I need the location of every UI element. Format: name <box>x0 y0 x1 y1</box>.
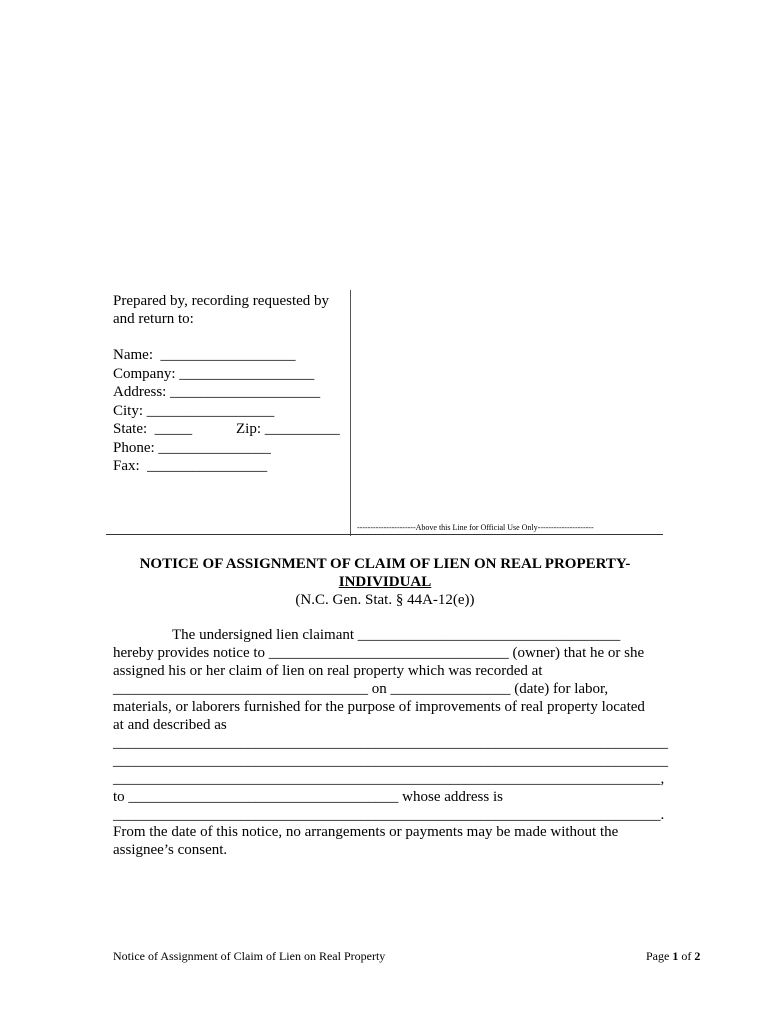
body-line-13: assignee’s consent. <box>113 842 228 858</box>
official-use-notice: ----------------------Above this Line for Official Use Only--------------------- <box>357 523 594 532</box>
return-to-label: and return to: <box>113 311 194 327</box>
assignee-address-line[interactable]: _________________________________________________________________________. <box>113 807 665 823</box>
zip-field[interactable]: Zip: __________ <box>236 421 340 437</box>
body-line-3: assigned his or her claim of lien on real property which was recorded at <box>113 663 543 679</box>
page-prefix: Page <box>646 949 673 963</box>
body-line-owner[interactable]: hereby provides notice to ________________________________ (owner) that he or she <box>113 645 645 661</box>
property-description-line-2[interactable]: __________________________________________________________________________ <box>113 753 668 769</box>
name-field[interactable]: Name: __________________ <box>113 347 296 363</box>
property-description-line-3[interactable]: _________________________________________________________________________, <box>113 771 665 787</box>
recording-divider-vertical <box>350 290 351 536</box>
statute-reference: (N.C. Gen. Stat. § 44A-12(e)) <box>295 592 475 608</box>
state-field[interactable]: State: _____ <box>113 421 193 437</box>
page-number: 1 <box>672 949 679 963</box>
page-indicator <box>646 948 700 964</box>
page-total: 2 <box>694 949 701 963</box>
prepared-by-label: Prepared by, recording requested by <box>113 293 330 309</box>
fax-field[interactable]: Fax: ________________ <box>113 458 268 474</box>
company-field[interactable]: Company: __________________ <box>113 366 315 382</box>
document-title-underlined: INDIVIDUAL <box>338 574 432 590</box>
body-line-12: From the date of this notice, no arrangements or payments may be made without the <box>113 824 619 840</box>
recording-divider-horizontal <box>106 534 663 535</box>
phone-field[interactable]: Phone: _______________ <box>113 440 271 456</box>
body-line-6: at and described as <box>113 717 227 733</box>
city-field[interactable]: City: _________________ <box>113 403 275 419</box>
document-title-line2 <box>0 573 770 591</box>
body-line-claimant[interactable]: The undersigned lien claimant ___________________________________ <box>172 627 621 643</box>
assignee-line[interactable]: to ____________________________________ whose address is <box>113 789 503 805</box>
document-title: NOTICE OF ASSIGNMENT OF CLAIM OF LIEN ON REAL PROPERTY- <box>139 556 631 572</box>
page-of: of <box>678 949 695 963</box>
address-field[interactable]: Address: ____________________ <box>113 384 321 400</box>
property-description-line-1[interactable]: __________________________________________________________________________ <box>113 735 668 751</box>
body-line-recorded[interactable]: __________________________________ on ________________ (date) for labor, <box>113 681 609 697</box>
footer-title: Notice of Assignment of Claim of Lien on Real Property <box>113 949 386 963</box>
body-line-5: materials, or laborers furnished for the purpose of improvements of real property located <box>113 699 645 715</box>
